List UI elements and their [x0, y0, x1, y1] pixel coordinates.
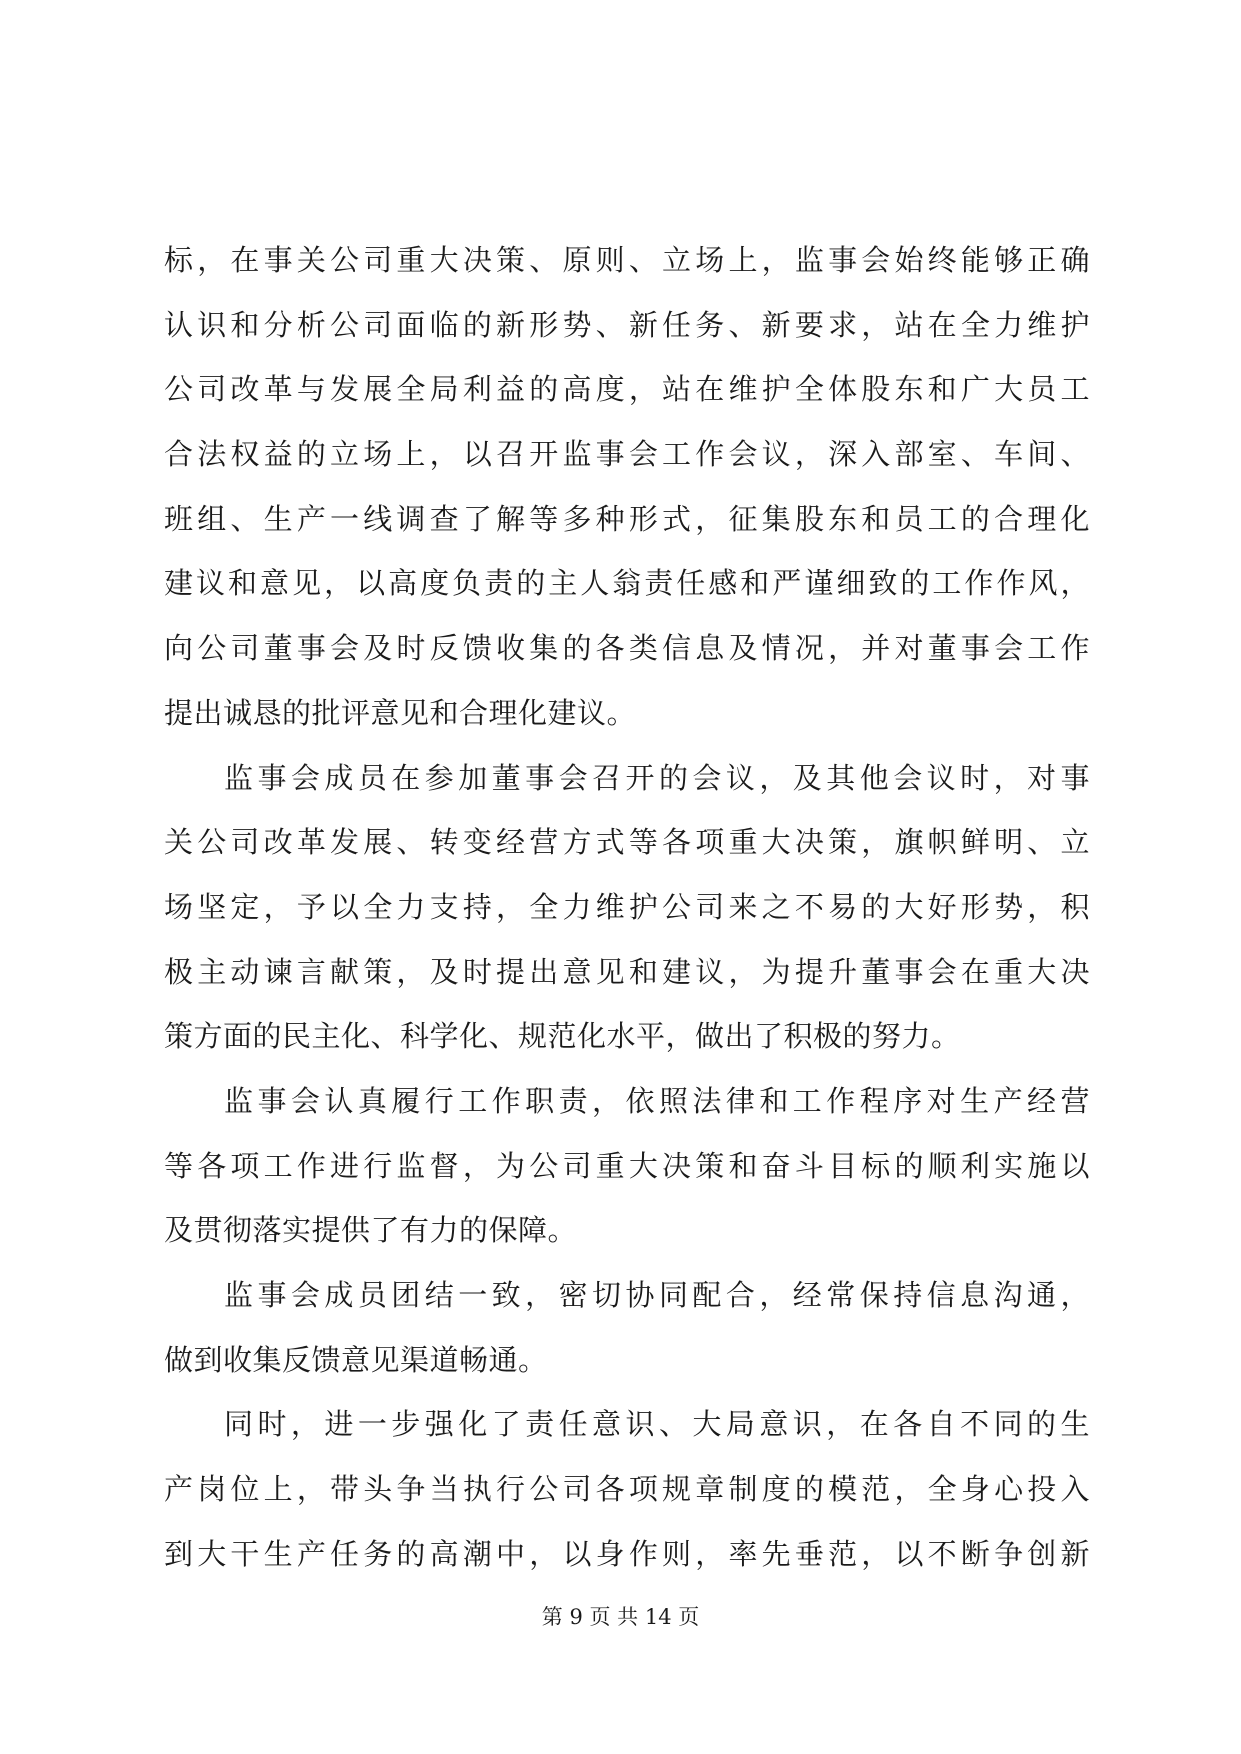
- text-line: 合法权益的立场上，以召开监事会工作会议，深入部室、车间、: [164, 437, 1090, 472]
- text-line: 做到收集反馈意见渠道畅通。: [164, 1342, 548, 1377]
- page-number-footer: 第 9 页 共 14 页: [541, 1605, 700, 1629]
- text-line: 产岗位上，带头争当执行公司各项规章制度的模范，全身心投入: [164, 1472, 1090, 1507]
- body-text: [164, 228, 1090, 1586]
- text-line: 向公司董事会及时反馈收集的各类信息及情况，并对董事会工作: [164, 631, 1090, 666]
- paragraph-start-line: 同时，进一步强化了责任意识、大局意识，在各自不同的生: [224, 1407, 1090, 1442]
- text-line: 提出诚恳的批评意见和合理化建议。: [164, 695, 637, 730]
- text-line: 班组、生产一线调查了解等多种形式，征集股东和员工的合理化: [164, 501, 1090, 536]
- text-line: 建议和意见，以高度负责的主人翁责任感和严谨细致的工作作风，: [164, 566, 1090, 601]
- text-line: 场坚定，予以全力支持，全力维护公司来之不易的大好形势，积: [164, 889, 1090, 924]
- text-line: 及贯彻落实提供了有力的保障。: [164, 1213, 578, 1248]
- text-line: 认识和分析公司面临的新形势、新任务、新要求，站在全力维护: [164, 307, 1090, 342]
- text-line: 关公司改革发展、转变经营方式等各项重大决策，旗帜鲜明、立: [164, 825, 1090, 860]
- paragraph-start-line: 监事会成员团结一致，密切协同配合，经常保持信息沟通，: [224, 1278, 1090, 1312]
- text-line: 等各项工作进行监督，为公司重大决策和奋斗目标的顺利实施以: [164, 1148, 1090, 1183]
- text-line: 到大干生产任务的高潮中，以身作则，率先垂范，以不断争创新: [164, 1536, 1090, 1571]
- paragraph-start-line: 监事会成员在参加董事会召开的会议，及其他会议时，对事: [224, 760, 1090, 795]
- text-line: 极主动谏言献策，及时提出意见和建议，为提升董事会在重大决: [164, 954, 1090, 989]
- paragraph-start-line: 监事会认真履行工作职责，依照法律和工作程序对生产经营: [224, 1083, 1090, 1118]
- text-line: 标，在事关公司重大决策、原则、立场上，监事会始终能够正确: [164, 243, 1090, 277]
- text-line: 策方面的民主化、科学化、规范化水平，做出了积极的努力。: [164, 1019, 961, 1054]
- text-line: 公司改革与发展全局利益的高度，站在维护全体股东和广大员工: [164, 372, 1090, 407]
